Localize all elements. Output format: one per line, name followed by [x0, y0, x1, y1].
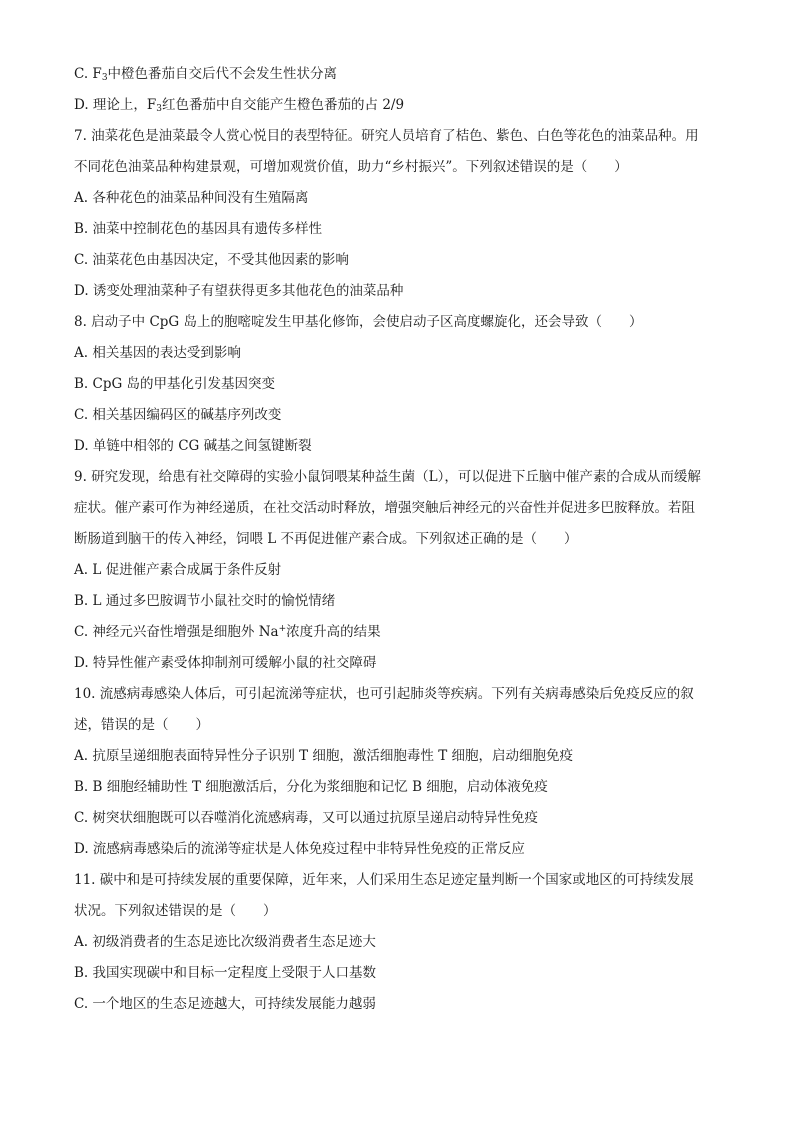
option-9a: A. L 促进催产素合成属于条件反射 — [74, 562, 282, 578]
option-9d: D. 特异性催产素受体抑制剂可缓解小鼠的社交障碍 — [74, 655, 377, 671]
option-10d: D. 流感病毒感染后的流涕等症状是人体免疫过程中非特异性免疫的正常反应 — [74, 841, 525, 857]
option-6c: C. $F_3$中橙色番茄自交后代不会发生性状分离 — [74, 66, 338, 83]
question-7-stem: 不同花色油菜品种构建景观，可增加观赏价值，助力“乡村振兴”。下列叙述错误的是（ ） — [74, 159, 628, 175]
option-11c: C. 一个地区的生态足迹越大，可持续发展能力越弱 — [74, 996, 376, 1012]
option-8d: D. 单链中相邻的 CG 碱基之间氢键断裂 — [74, 438, 312, 454]
question-10-stem: 10. 流感病毒感染人体后，可引起流涕等症状，也可引起肺炎等疾病。下列有关病毒感染后免疫反应的叙 — [74, 686, 694, 702]
option-10c: C. 树突状细胞既可以吞噬消化流感病毒，又可以通过抗原呈递启动特异性免疫 — [74, 810, 538, 826]
option-7a: A. 各种花色的油菜品种间没有生殖隔离 — [74, 190, 309, 206]
option-11b: B. 我国实现碳中和目标一定程度上受限于人口基数 — [74, 965, 377, 981]
question-10-stem: 述，错误的是（ ） — [74, 717, 209, 733]
option-8a: A. 相关基因的表达受到影响 — [74, 345, 241, 361]
option-8c: C. 相关基因编码区的碱基序列改变 — [74, 407, 282, 423]
option-10b: B. B 细胞经辅助性 T 细胞激活后，分化为浆细胞和记忆 B 细胞，启动体液免疫 — [74, 779, 548, 795]
option-8b: B. CpG 岛的甲基化引发基因突变 — [74, 376, 276, 392]
option-6d: D. 理论上，$F_3$红色番茄中自交能产生橙色番茄的占 2/9 — [74, 97, 405, 114]
question-7-stem: 7. 油菜花色是油菜最令人赏心悦目的表型特征。研究人员培育了桔色、紫色、白色等花色的油菜品种。用 — [74, 128, 699, 144]
option-10a: A. 抗原呈递细胞表面特异性分子识别 T 细胞，激活细胞毒性 T 细胞，启动细胞免疫 — [74, 748, 574, 764]
question-11-stem: 状况。下列叙述错误的是（ ） — [74, 903, 277, 919]
option-7d: D. 诱变处理油菜种子有望获得更多其他花色的油菜品种 — [74, 283, 404, 299]
question-11-stem: 11. 碳中和是可持续发展的重要保障，近年来，人们采用生态足迹定量判断一个国家或地区的可持续发展 — [74, 872, 694, 888]
question-9-stem: 9. 研究发现，给患有社交障碍的实验小鼠饲喂某种益生菌（L），可以促进下丘脑中催产素的合成从而缓解 — [74, 469, 701, 485]
option-9b: B. L 通过多巴胺调节小鼠社交时的愉悦情绪 — [74, 593, 336, 609]
option-11a: A. 初级消费者的生态足迹比次级消费者生态足迹大 — [74, 934, 376, 950]
option-9c: C. 神经元兴奋性增强是细胞外 Na+浓度升高的结果 — [74, 624, 381, 640]
option-7c: C. 油菜花色由基因决定，不受其他因素的影响 — [74, 252, 349, 268]
question-9-stem: 断肠道到脑干的传入神经，饲喂 L 不再促进催产素合成。下列叙述正确的是（ ） — [74, 531, 578, 547]
question-9-stem: 症状。催产素可作为神经递质，在社交活动时释放，增强突触后神经元的兴奋性并促进多巴胺释放。若阻 — [74, 500, 695, 516]
option-7b: B. 油菜中控制花色的基因具有遗传多样性 — [74, 221, 323, 237]
question-8-stem: 8. 启动子中 CpG 岛上的胞嘧啶发生甲基化修饰，会使启动子区高度螺旋化，还会导致（ ） — [74, 314, 643, 330]
exam-page — [74, 64, 724, 1025]
